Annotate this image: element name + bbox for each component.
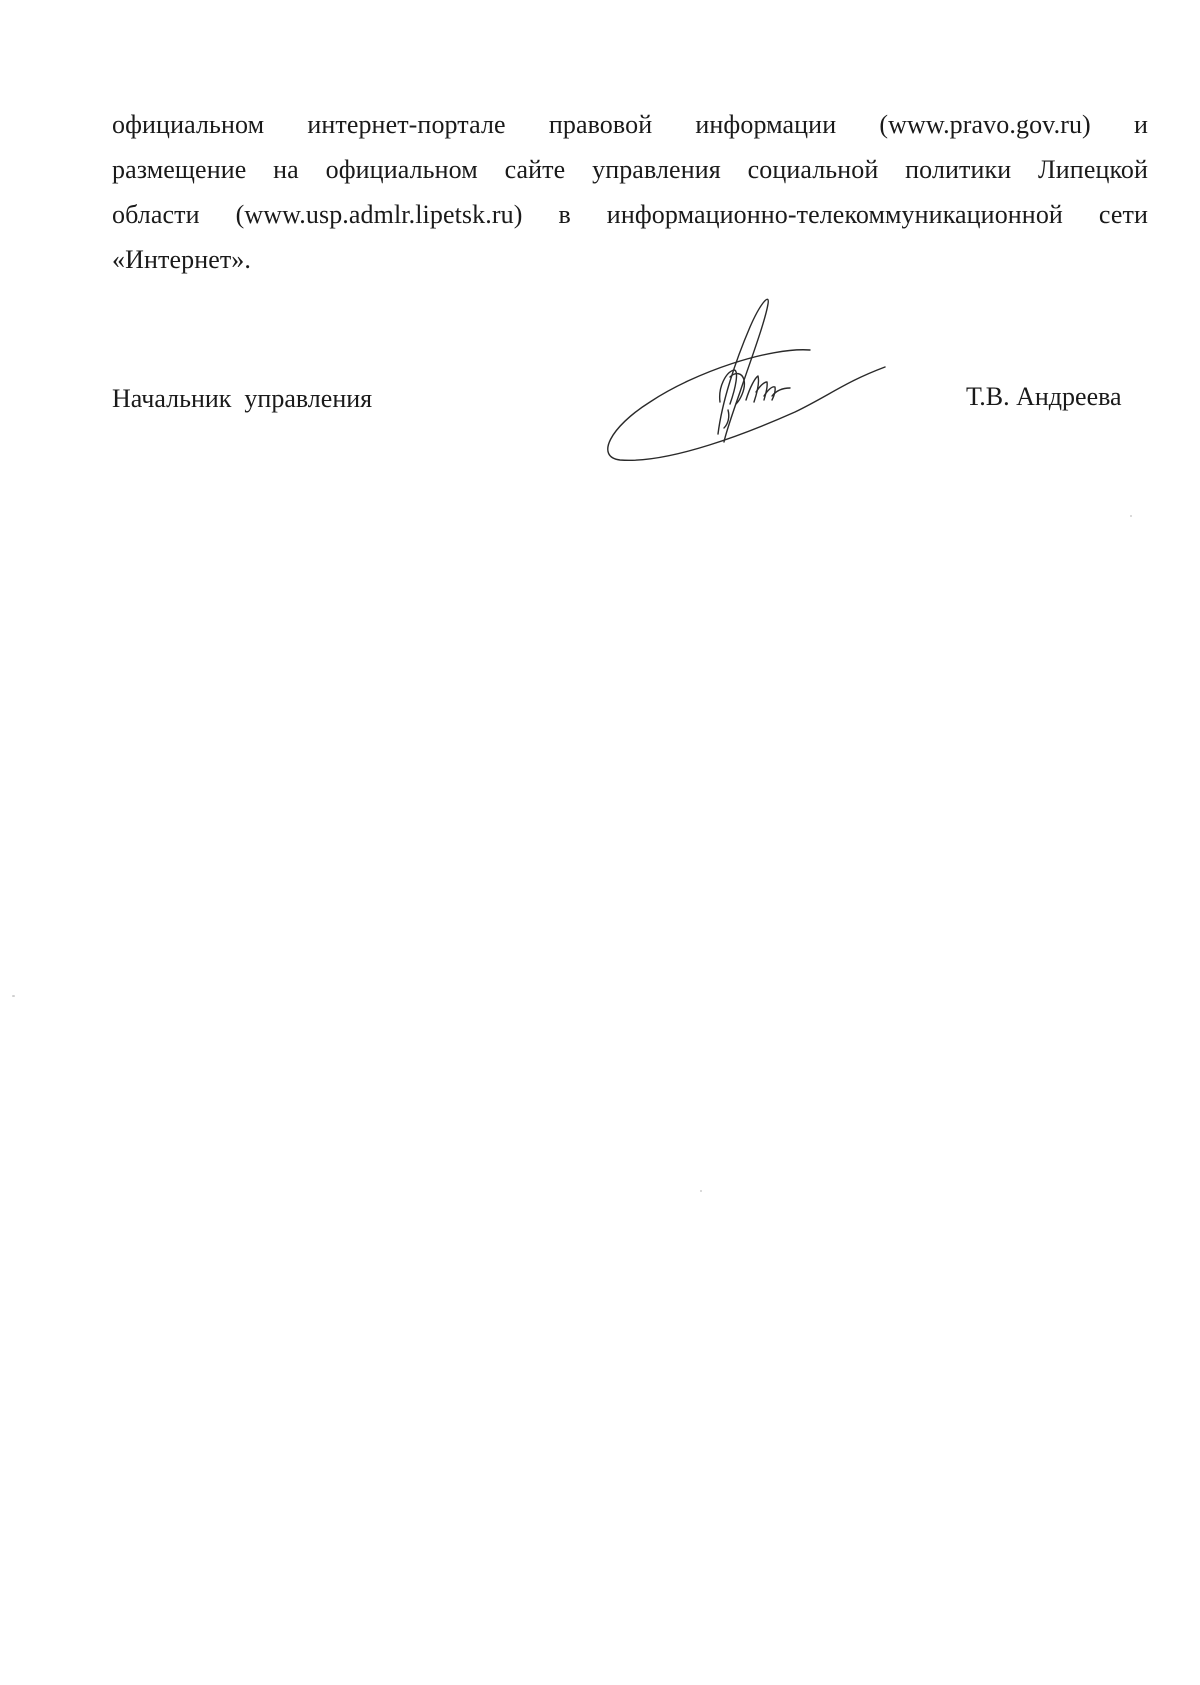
signature-block — [0, 0, 1200, 480]
body-line-3: области (www.usp.admlr.lipetsk.ru) в информационно-телекоммуникационной сети — [112, 200, 1148, 229]
scan-speck — [1130, 515, 1132, 517]
body-line-2: размещение на официальном сайте управления социальной политики Липецкой — [112, 155, 1148, 184]
handwritten-signature-icon — [600, 292, 900, 472]
scan-speck — [12, 995, 15, 997]
scan-speck — [700, 1190, 702, 1192]
position-title: Начальник управления — [112, 384, 373, 413]
body-line-4: «Интернет». — [112, 245, 252, 274]
signatory-name: Т.В. Андреева — [966, 382, 1122, 411]
body-line-1: официальном интернет-портале правовой информации (www.pravo.gov.ru) и — [112, 110, 1148, 139]
